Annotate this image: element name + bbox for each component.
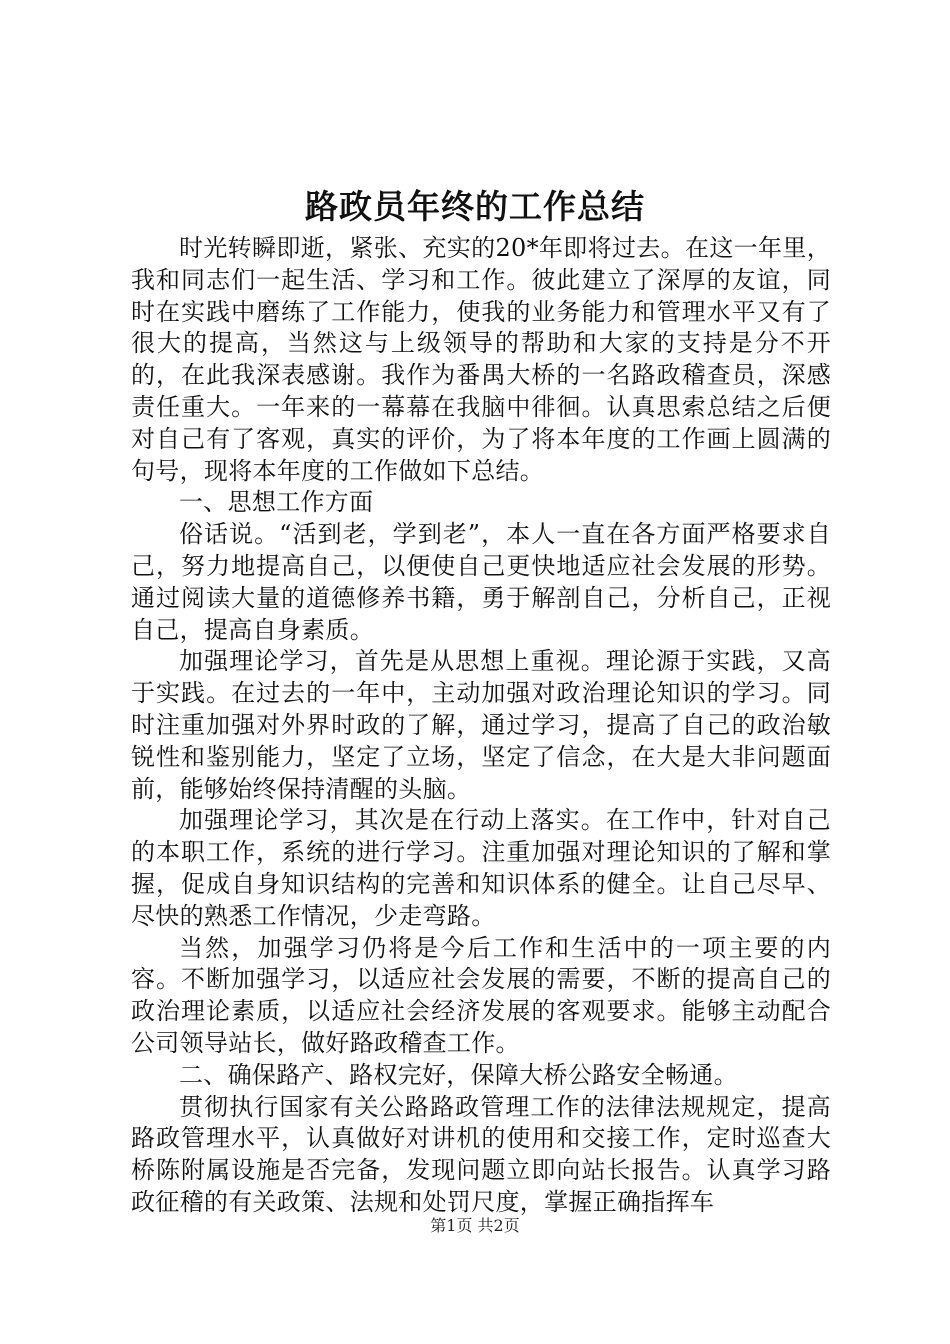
section-heading-2: 二、确保路产、路权完好，保障大桥公路安全畅通。 <box>179 1060 738 1089</box>
document-title: 路政员年终的工作总结 <box>305 187 645 226</box>
paragraph: 加强理论学习，其次是在行动上落实。在工作中，针对自己的本职工作，系统的进行学习。注重加强对理论知识的了解和掌握，促成自身知识结构的完善和知识体系的健全。让自己尽早、尽快的熟悉工作情况，少走弯路。 <box>131 806 831 930</box>
paragraph-intro: 时光转瞬即逝，紧张、充实的20*年即将过去。在这一年里，我和同志们一起生活、学习和工作。彼此建立了深厚的友谊，同时在实践中磨练了工作能力，使我的业务能力和管理水平又有了很大的提高，当然这与上级领导的帮助和大家的支持是分不开的，在此我深表感谢。我作为番禺大桥的一名路政稽查员，深感责任重大。一年来的一幕幕在我脑中徘徊。认真思索总结之后便对自己有了客观，真实的评价，为了将本年度的工作画上圆满的句号，现将本年度的工作做如下总结。 <box>131 234 831 485</box>
paragraph: 俗话说。“活到老，学到老”，本人一直在各方面严格要求自己，努力地提高自己，以便使自己更快地适应社会发展的形势。通过阅读大量的道德修养书籍，勇于解剖自己，分析自己，正视自己，提高自身素质。 <box>131 520 831 644</box>
paragraph: 贯彻执行国家有关公路路政管理工作的法律法规规定，提高路政管理水平，认真做好对讲机的使用和交接工作，定时巡查大桥陈附属设施是否完备，发现问题立即向站长报告。认真学习路政征稽的有关政策、法规和处罚尺度，掌握正确指挥车 <box>131 1092 831 1216</box>
section-heading-1: 一、思想工作方面 <box>179 488 374 517</box>
paragraph: 当然，加强学习仍将是今后工作和生活中的一项主要的内容。不断加强学习，以适应社会发展的需要，不断的提高自己的政治理论素质，以适应社会经济发展的客观要求。能够主动配合公司领导站长，做好路政稽查工作。 <box>131 933 831 1057</box>
document-body <box>131 233 831 1219</box>
page-number-footer: 第1页 共2页 <box>430 1216 520 1235</box>
paragraph: 加强理论学习，首先是从思想上重视。理论源于实践，又高于实践。在过去的一年中，主动加强对政治理论知识的学习。同时注重加强对外界时政的了解，通过学习，提高了自己的政治敏锐性和鉴别能力，坚定了立场，坚定了信念，在大是大非问题面前，能够始终保持清醒的头脑。 <box>131 647 831 803</box>
